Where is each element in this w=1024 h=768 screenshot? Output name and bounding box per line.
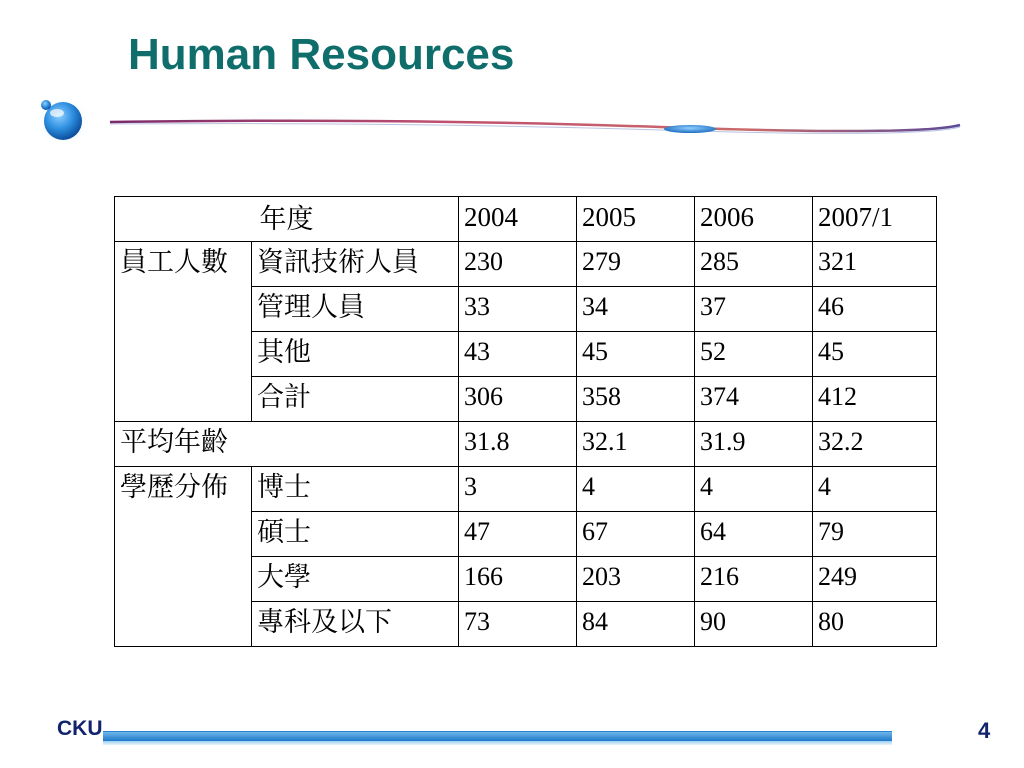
- group-label-employee-count: 員工人數: [115, 242, 252, 422]
- slide-title: Human Resources: [128, 30, 515, 79]
- row-label: 專科及以下: [252, 602, 459, 647]
- group-label-education: 學歷分佈: [115, 467, 252, 647]
- table-cell: 45: [577, 332, 695, 377]
- table-cell: 374: [695, 377, 813, 422]
- table-cell: 64: [695, 512, 813, 557]
- table-row: [115, 242, 937, 287]
- table-cell: 306: [459, 377, 577, 422]
- footer-logo: CKU: [57, 717, 103, 740]
- table-cell: 84: [577, 602, 695, 647]
- row-label: 博士: [252, 467, 459, 512]
- table-cell: 31.9: [695, 422, 813, 467]
- row-label: 其他: [252, 332, 459, 377]
- row-label: 合計: [252, 377, 459, 422]
- table-cell: 80: [813, 602, 937, 647]
- table-cell: 47: [459, 512, 577, 557]
- row-label-average-age: 平均年齡: [115, 422, 459, 467]
- table-row: [115, 467, 937, 512]
- decorative-divider-line: [100, 110, 970, 140]
- table-cell: 4: [813, 467, 937, 512]
- table-cell: 79: [813, 512, 937, 557]
- row-label: 管理人員: [252, 287, 459, 332]
- table-cell: 166: [459, 557, 577, 602]
- header-year: 2005: [577, 197, 695, 242]
- table-cell: 412: [813, 377, 937, 422]
- table-cell: 32.2: [813, 422, 937, 467]
- row-label: 大學: [252, 557, 459, 602]
- table-cell: 45: [813, 332, 937, 377]
- table-cell: 3: [459, 467, 577, 512]
- table-cell: 230: [459, 242, 577, 287]
- table-cell: 73: [459, 602, 577, 647]
- table-cell: 285: [695, 242, 813, 287]
- human-resources-table: [114, 196, 937, 647]
- table-cell: 37: [695, 287, 813, 332]
- page-number: 4: [978, 718, 991, 743]
- table-header-row: [115, 197, 937, 242]
- table-cell: 4: [695, 467, 813, 512]
- header-year: 2007/1: [813, 197, 937, 242]
- table-row: [115, 422, 937, 467]
- table-cell: 90: [695, 602, 813, 647]
- table-cell: 34: [577, 287, 695, 332]
- header-year: 2006: [695, 197, 813, 242]
- table-cell: 33: [459, 287, 577, 332]
- row-label: 碩士: [252, 512, 459, 557]
- table-cell: 249: [813, 557, 937, 602]
- table-cell: 46: [813, 287, 937, 332]
- table-cell: 203: [577, 557, 695, 602]
- table-cell: 52: [695, 332, 813, 377]
- header-label-year: 年度: [115, 197, 459, 242]
- table-cell: 31.8: [459, 422, 577, 467]
- footer-bar-shadow: [103, 741, 892, 745]
- table-cell: 67: [577, 512, 695, 557]
- table-cell: 4: [577, 467, 695, 512]
- row-label: 資訊技術人員: [252, 242, 459, 287]
- table-cell: 358: [577, 377, 695, 422]
- bubble-orb-icon: [32, 94, 94, 150]
- table-cell: 43: [459, 332, 577, 377]
- footer-bar: [103, 731, 892, 741]
- table-cell: 321: [813, 242, 937, 287]
- table-cell: 279: [577, 242, 695, 287]
- table-cell: 216: [695, 557, 813, 602]
- header-year: 2004: [459, 197, 577, 242]
- table-cell: 32.1: [577, 422, 695, 467]
